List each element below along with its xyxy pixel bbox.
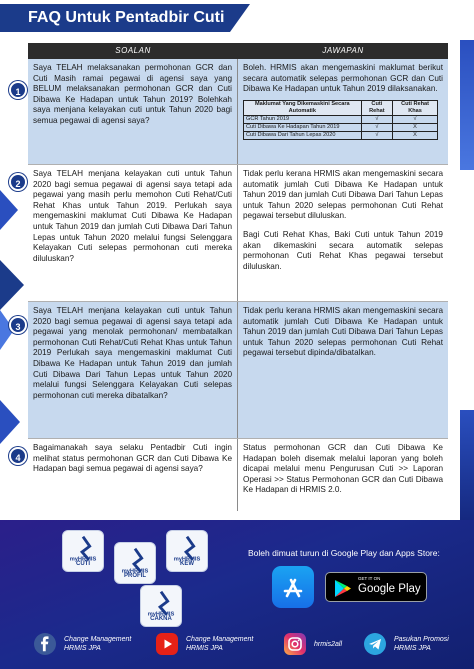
instagram-icon [284, 633, 306, 655]
youtube-icon [156, 633, 178, 655]
app-label-kew: KEW [180, 561, 194, 567]
social-telegram[interactable] [364, 629, 449, 659]
mini-cell: GCR Tahun 2019 [244, 115, 362, 123]
footer [0, 520, 474, 669]
mini-cell: X [393, 131, 438, 139]
app-label-cakna: CAKNA [150, 616, 172, 622]
social-youtube-line2: HRMIS JPA [186, 645, 223, 652]
page-title: FAQ Untuk Pentadbir Cuti [28, 9, 225, 26]
google-play-small-text: GET IT ON [358, 576, 381, 581]
app-brand: myHRMIS [121, 568, 149, 575]
faq-table [15, 43, 448, 511]
faq-row-4 [15, 439, 448, 511]
answer-2 [238, 165, 448, 301]
faq-row-3 [15, 302, 448, 439]
social-telegram-text [394, 635, 449, 653]
social-facebook[interactable] [34, 629, 131, 659]
table-header [28, 43, 448, 59]
answer-3 [238, 302, 448, 438]
social-instagram-text [314, 640, 342, 649]
app-brand: myHRMIS [173, 556, 201, 563]
social-youtube-line1: Change Management [186, 636, 254, 643]
social-instagram[interactable] [284, 629, 342, 659]
mini-cell: √ [361, 115, 392, 123]
question-4: Bagaimanakah saya selaku Pentadbir Cuti ingin melihat status permohonan GCR dan Cuti Dibawa Ke Hadapan bagi semua pegawai di agensi saya? [28, 439, 238, 511]
faq-row-2 [15, 165, 448, 302]
row-number-3: 3 [9, 316, 27, 334]
header-soalan: SOALAN [115, 46, 151, 55]
social-facebook-text [64, 635, 131, 653]
app-store-button[interactable] [272, 566, 314, 608]
myhrmis-profil-app-icon[interactable] [114, 542, 156, 584]
social-youtube[interactable] [156, 629, 253, 659]
mini-header-cuti-rehat-khas: Cuti Rehat Khas [393, 100, 438, 115]
myhrmis-cuti-app-icon[interactable] [62, 530, 104, 572]
title-bar [0, 0, 474, 38]
answer-1-text: Boleh. HRMIS akan mengemaskini maklumat berikut secara automatik selepas permohonan GCR dan Cuti Dibawa Ke Hadapan untuk Tahun 2019 dilaksanakan. [243, 63, 443, 94]
app-brand: myHRMIS [147, 611, 175, 618]
app-icons [62, 530, 212, 630]
right-decoration-top [460, 40, 474, 170]
app-brand: myHRMIS [69, 556, 97, 563]
app-label-profil: PROFIL [124, 573, 146, 579]
social-facebook-line1: Change Management [64, 636, 132, 643]
app-label-cuti: CUTI [76, 561, 90, 567]
answer-4 [238, 439, 448, 511]
facebook-icon [34, 633, 56, 655]
mini-cell: √ [393, 115, 438, 123]
myhrmis-cakna-app-icon[interactable] [140, 585, 182, 627]
google-play-icon [334, 579, 352, 598]
mini-header-cuti-rehat: Cuti Rehat [361, 100, 392, 115]
download-text: Boleh dimuat turun di Google Play dan Apps Store: [248, 548, 440, 558]
mini-header-maklumat: Maklumat Yang Dikemaskini Secara Automatik [244, 100, 362, 115]
mini-cell: √ [361, 123, 392, 131]
answer-1 [238, 59, 448, 164]
mini-table [243, 100, 438, 140]
question-2: Saya TELAH menjana kelayakan cuti untuk Tahun 2020 bagi semua pegawai di agensi saya tetapi ada pegawai yang masih perlu memohon Cuti Rehat/Cuti Rehat Khas untuk Tahun 2019. Perlukah saya mengemaskini maklumat Cuti Dibawa Ke Hadapan untuk Tahun 2019 dan jumlah Cuti Dibawa Dari Tahun Lepas untuk Tahun 2020 melalui fungsi Selenggara Kelayakan Cuti selepas permohonan cuti mereka diluluskan? [28, 165, 238, 301]
answer-3-text: Tidak perlu kerana HRMIS akan mengemaskini secara automatik jumlah Cuti Dibawa Ke Hadapan untuk Tahun 2019 dan jumlah Cuti Dibawa Dari Tahun Lepas untuk Tahun 2020 selepas permohonan Cuti Rehat pegawai tersebut dipinda/dibatalkan. [243, 306, 443, 358]
row-number-1: 1 [9, 81, 27, 99]
right-decoration-bottom [460, 410, 474, 530]
google-play-big-text: Google Play [358, 583, 421, 595]
social-facebook-line2: HRMIS JPA [64, 645, 101, 652]
mini-cell: √ [361, 131, 392, 139]
social-telegram-line1: Pasukan Promosi [394, 636, 449, 643]
question-1: Saya TELAH melaksanakan permohonan GCR dan Cuti Masih ramai pegawai di agensi saya yang BELUM melaksanakan permohonan GCR dan Cuti Dibawa Ke Hadapan untuk Tahun 2019? Bolehkah saya menjana kelayakan cuti untuk Tahun 2020 bagi semua pegawai di agensi saya? [28, 59, 238, 164]
question-3: Saya TELAH menjana kelayakan cuti untuk Tahun 2020 bagi semua pegawai di agensi saya tetapi ada pegawai yang menolak permohonan/ membatalkan permohonan Cuti Rehat/Cuti Rehat Khas untuk Tahun 2019 Perlukah saya mengemaskini maklumat Cuti Dibawa Ke Hadapan untuk Tahun 2019 dan jumlah Cuti Dibawa Dari Tahun Lepas untuk Tahun 2020 melalui fungsi Selenggara Kelayakan Cuti selepas permohonan cuti mereka dibatalkan? [28, 302, 238, 438]
social-instagram-line1: hrmis2all [314, 640, 343, 648]
social-youtube-text [186, 635, 253, 653]
myhrmis-kew-app-icon[interactable] [166, 530, 208, 572]
row-number-2: 2 [9, 173, 27, 191]
mini-cell: Cuti Dibawa Dari Tahun Lepas 2020 [244, 131, 362, 139]
mini-cell: X [393, 123, 438, 131]
header-jawapan: JAWAPAN [322, 46, 364, 55]
mini-cell: Cuti Dibawa Ke Hadapan Tahun 2019 [244, 123, 362, 131]
google-play-button[interactable] [325, 572, 427, 602]
row-number-4: 4 [9, 447, 27, 465]
answer-4-text: Status permohonan GCR dan Cuti Dibawa Ke Hadapan boleh disemak melalui laporan yang boleh dicapai melalui menu Pengurusan Cuti >> Laporan Operasi >> Status Permohonan GCR dan Cuti Dibawa Ke Hadapan di HRMIS 2.0. [243, 443, 443, 495]
telegram-icon [364, 633, 386, 655]
social-telegram-line2: HRMIS JPA [394, 645, 431, 652]
faq-row-1 [15, 59, 448, 165]
answer-2-text-2: Bagi Cuti Rehat Khas, Baki Cuti untuk Tahun 2019 akan dikemaskini secara automatik selepas permohonan Cuti Rehat Khas pegawai tersebut diluluskan. [243, 229, 443, 271]
answer-2-text-1: Tidak perlu kerana HRMIS akan mengemaskini secara automatik jumlah Cuti Dibawa Ke Hadapan untuk Tahun 2019 dan jumlah Cuti Dibawa Dari Tahun Lepas untuk Tahun 2020 selepas permohonan Cuti Rehat pegawai tersebut diluluskan. [243, 169, 443, 221]
app-store-icon [272, 566, 314, 608]
